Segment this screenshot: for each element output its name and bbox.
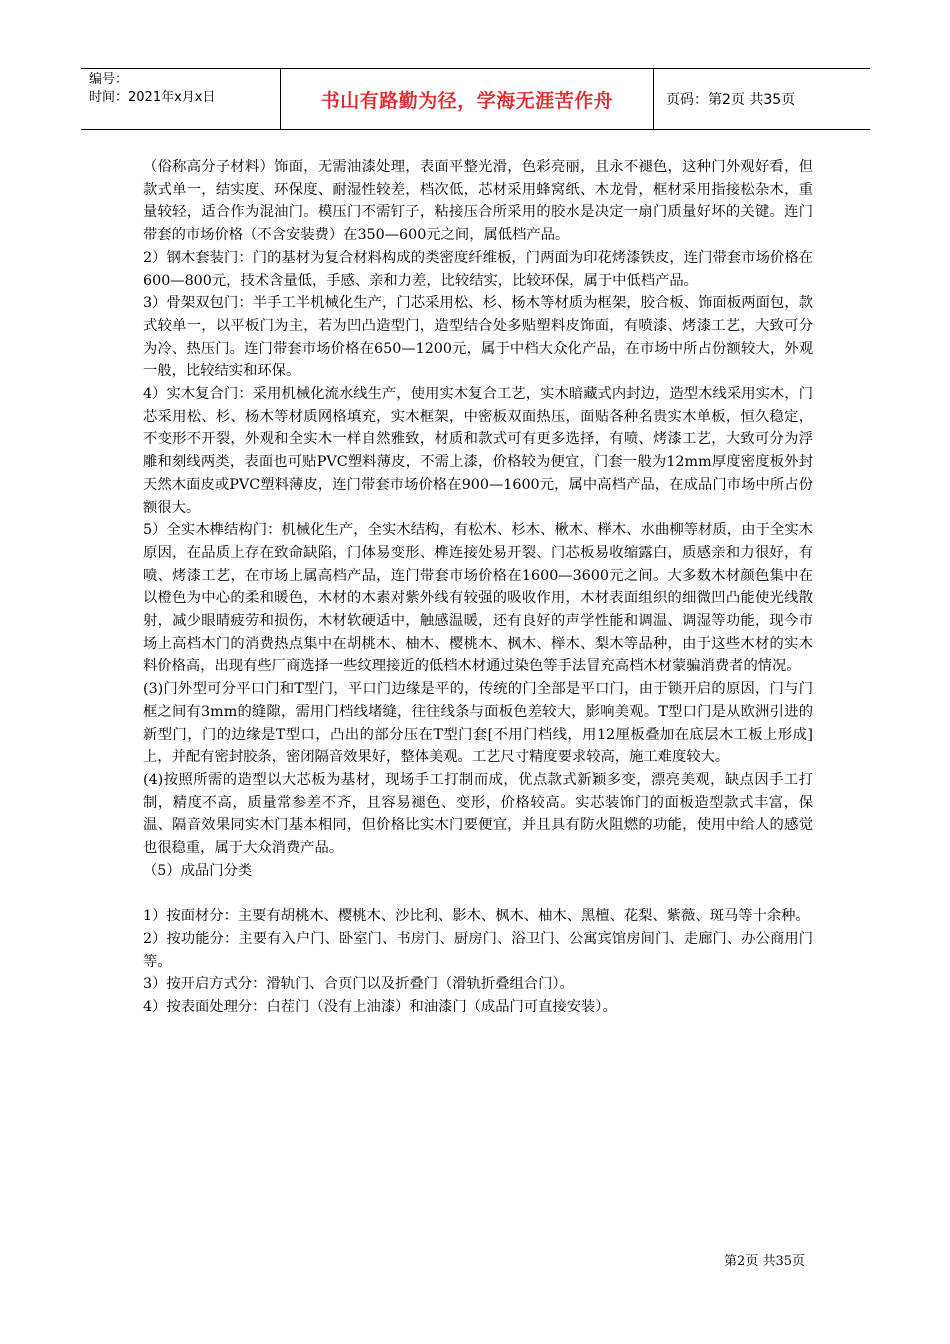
- list-item: 2）按功能分：主要有入户门、卧室门、书房门、厨房门、浴卫门、公寓宾馆房间门、走廊门、办公商用门等。: [143, 930, 813, 970]
- serial-label: 编号：: [89, 72, 129, 87]
- paragraph: (4)按照所需的造型以大芯板为基材，现场手工打制而成，优点款式新颖多变，漂亮美观，缺点因手工打制，精度不高，质量常参差不齐，且容易褪色、变形，价格较高。实芯装饰门的面板造型款式丰富，保温、隔音效果同实木门基本相同，但价格比实木门要便宜，并且具有防火阻燃的功能，使用中给人的感觉也很稳重，属于大众消费产品。: [143, 771, 813, 857]
- list-item: 4）按表面处理分：白茬门（没有上油漆）和油漆门（成品门可直接安装）。: [143, 999, 617, 1015]
- paragraph: 2）钢木套装门：门的基材为复合材料构成的类密度纤维板，门两面为印花烤漆铁皮，连门带套市场价格在600—800元，技术含量低，手感、亲和力差，比较结实，比较环保，属于中低档产品。: [143, 249, 813, 289]
- header-page-info: 页码：第2页 共35页: [666, 92, 796, 108]
- document-body: [143, 156, 813, 1019]
- list-item: 3）按开启方式分：滑轨门、合页门以及折叠门（滑轨折叠组合门）。: [143, 976, 574, 993]
- paragraph: （俗称高分子材料）饰面，无需油漆处理，表面平整光滑，色彩亮丽，且永不褪色，这种门外观好看，但款式单一，结实度、环保度、耐湿性较差，档次低，芯材采用蜂窝纸、木龙骨，框材采用指接松杂木，重量较轻，适合作为混油门。模压门不需钉子，粘接压合所采用的胶水是决定一扇门质量好坏的关键。连门带套的市场价格（不含安装费）在350—600元之间，属低档产品。: [143, 159, 813, 244]
- paragraph: 5）全实木榫结构门：机械化生产，全实木结构，有松木、杉木、楸木、榉木、水曲柳等材质，由于全实木原因，在品质上存在致命缺陷，门体易变形、榫连接处易开裂、门芯板易收缩露白，质感亲和力很好，有喷、烤漆工艺，在市场上属高档产品，连门带套市场价格在1600—3600元之间。大多数木材颜色集中在以橙色为中心的柔和暖色，木材的木素对紫外线有较强的吸收作用，木材表面组织的细微凹凸能使光线散射，减少眼睛疲劳和损伤，木材软硬适中，触感温暖，还有良好的声学性能和调温、调湿等功能，现今市场上高档木门的消费热点集中在胡桃木、柚木、樱桃木、枫木、榉木、梨木等品种，由于这些木材的实木料价格高，出现有些厂商选择一些纹理接近的低档木材通过染色等手法冒充高档木材蒙骗消费者的情况。: [143, 522, 813, 675]
- paragraph: 3）骨架双包门：半手工半机械化生产，门芯采用松、杉、杨木等材质为框架，胶合板、饰面板两面包，款式较单一，以平板门为主，若为凹凸造型门，造型结合处多贴塑料皮饰面，有喷漆、烤漆工艺，大致可分为冷、热压门。连门带套市场价格在650—1200元，属于中档大众化产品，在市场中所占份额较大，外观一般，比较结实和环保。: [143, 295, 813, 380]
- section-heading: （5）成品门分类: [143, 862, 253, 879]
- paragraph: (3)门外型可分平口门和T型门，平口门边缘是平的，传统的门全部是平口门，由于锁开启的原因，门与门框之间有3mm的缝隙，需用门档线堵缝，往往线条与面板色差较大，影响美观。T型口门是从欧洲引进的新型门，门的边缘是T型口，凸出的部分压在T型门套[不用门档线，用12厘板叠加在底层木工板上形成]上，并配有密封胶条，密闭隔音效果好，整体美观。工艺尺寸精度要求较高，施工难度较大。: [143, 681, 813, 766]
- page-header: [81, 68, 870, 130]
- header-meta: [81, 69, 281, 129]
- blank-line: [143, 883, 813, 906]
- list-item: 1）按面材分：主要有胡桃木、樱桃木、沙比利、影木、枫木、柚木、黑檀、花梨、紫薇、斑马等十余种。: [143, 908, 810, 925]
- paragraph: 4）实木复合门：采用机械化流水线生产，使用实木复合工艺，实木暗藏式内封边，造型木线采用实木，门芯采用松、杉、杨木等材质网格填充，实木框架，中密板双面热压，面贴各种名贵实木单板，恒久稳定，不变形不开裂，外观和全实木一样自然雅致，材质和款式可有更多选择，有喷、烤漆工艺，大致可分为浮雕和刻线两类，表面也可贴PVC塑料薄皮，不需上漆，价格较为便宜，门套一般为12mm厚度密度板外封天然木面皮或PVC塑料薄皮，连门带套市场价格在900—1600元，属中高档产品，在成品门市场中所占份额很大。: [143, 386, 813, 516]
- date-line: 时间：2021年x月x日: [89, 90, 216, 105]
- page-footer: 第2页 共35页: [724, 1254, 805, 1269]
- header-motto: 书山有路勤为径，学海无涯苦作舟: [281, 69, 654, 129]
